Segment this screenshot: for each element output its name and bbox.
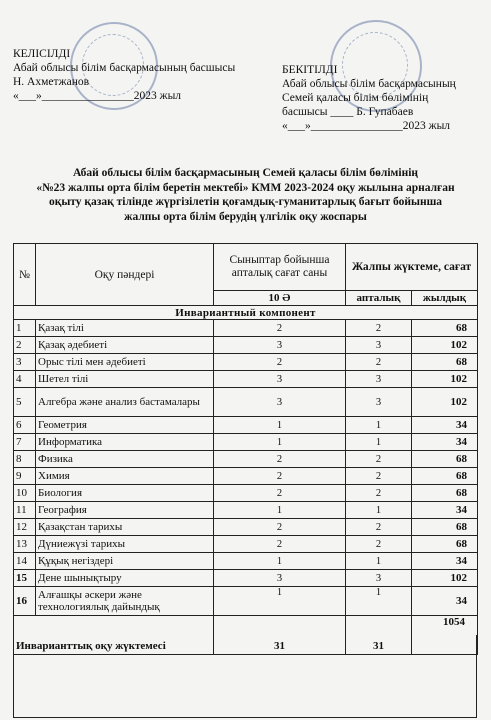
approval-left-name: Н. Ахметжанов (13, 76, 90, 88)
class-hours: 1 (214, 502, 346, 519)
subject-name: Алғашқы әскери және технологиялық дайындық (36, 587, 214, 616)
section-invariant: Инвариантный компонент (14, 306, 478, 320)
row-number: 7 (14, 434, 36, 451)
subject-name: Алгебра және анализ бастамалары (36, 388, 214, 417)
header-class: 10 Ә (214, 291, 346, 306)
subject-name: Химия (36, 468, 214, 485)
subject-name: Қазақстан тарихы (36, 519, 214, 536)
row-number: 11 (14, 502, 36, 519)
approval-right-department: Семей қаласы білім бөлімінің (282, 92, 429, 104)
weekly-hours: 1 (346, 434, 412, 451)
table-row (14, 417, 478, 434)
yearly-hours: 34 (412, 587, 478, 616)
header-weekly-hours: Сыныптар бойынша апталық сағат саны (214, 244, 346, 291)
row-number: 13 (14, 536, 36, 553)
title-line-4: жалпы орта білім берудің үлгілік оқу жоспары (124, 210, 367, 223)
class-hours: 1 (214, 417, 346, 434)
header-subjects: Оқу пәндері (36, 244, 214, 306)
approval-left-date: «___»________________2023 жыл (13, 90, 182, 102)
row-number: 3 (14, 354, 36, 371)
subject-name: Қазақ әдебиеті (36, 337, 214, 354)
yearly-hours: 34 (412, 502, 478, 519)
row-number: 10 (14, 485, 36, 502)
subject-name: Дүниежүзі тарихы (36, 536, 214, 553)
class-hours: 2 (214, 320, 346, 337)
yearly-hours: 68 (412, 354, 478, 371)
approval-left-title: КЕЛІСІЛДІ (13, 48, 71, 60)
table-blank-area (13, 635, 477, 718)
yearly-hours: 102 (412, 388, 478, 417)
yearly-hours: 34 (412, 434, 478, 451)
table-row (14, 502, 478, 519)
yearly-hours: 68 (412, 536, 478, 553)
row-number: 2 (14, 337, 36, 354)
weekly-hours: 1 (346, 587, 412, 616)
subject-name: Информатика (36, 434, 214, 451)
row-number: 8 (14, 451, 36, 468)
header-yearly: жылдық (412, 291, 478, 306)
table-row (14, 388, 478, 417)
yearly-hours: 102 (412, 371, 478, 388)
yearly-hours: 68 (412, 468, 478, 485)
table-row (14, 434, 478, 451)
row-number: 4 (14, 371, 36, 388)
yearly-hours: 68 (412, 519, 478, 536)
approval-right-date: «___»________________2023 жыл (282, 120, 451, 132)
table-row (14, 354, 478, 371)
total-weekly-hours: 31 (346, 616, 412, 655)
weekly-hours: 2 (346, 485, 412, 502)
table-row (14, 371, 478, 388)
class-hours: 2 (214, 485, 346, 502)
row-number: 6 (14, 417, 36, 434)
class-hours: 2 (214, 354, 346, 371)
class-hours: 1 (214, 434, 346, 451)
table-row (14, 570, 478, 587)
table-row (14, 320, 478, 337)
weekly-hours: 2 (346, 519, 412, 536)
subject-name: Қазақ тілі (36, 320, 214, 337)
class-hours: 3 (214, 337, 346, 354)
row-number: 12 (14, 519, 36, 536)
weekly-hours: 2 (346, 451, 412, 468)
total-yearly-hours: 1054 (412, 616, 478, 655)
subject-name: Физика (36, 451, 214, 468)
row-number: 1 (14, 320, 36, 337)
subject-name: Биология (36, 485, 214, 502)
yearly-hours: 68 (412, 451, 478, 468)
class-hours: 2 (214, 468, 346, 485)
class-hours: 2 (214, 519, 346, 536)
weekly-hours: 3 (346, 337, 412, 354)
weekly-hours: 3 (346, 570, 412, 587)
yearly-hours: 102 (412, 337, 478, 354)
row-number: 5 (14, 388, 36, 417)
title-line-2: «№23 жалпы орта білім беретін мектебі» КММ 2023-2024 оқу жылына арналған (36, 181, 455, 194)
row-number: 9 (14, 468, 36, 485)
header-total-load: Жалпы жүктеме, сағат (346, 244, 478, 291)
weekly-hours: 1 (346, 417, 412, 434)
weekly-hours: 1 (346, 502, 412, 519)
class-hours: 3 (214, 388, 346, 417)
approval-left (13, 47, 263, 103)
curriculum-table (13, 243, 478, 655)
class-hours: 2 (214, 451, 346, 468)
table-row (14, 485, 478, 502)
row-number: 16 (14, 587, 36, 616)
weekly-hours: 1 (346, 553, 412, 570)
approval-right-position: Абай облысы білім басқармасының (282, 78, 456, 90)
class-hours: 1 (214, 553, 346, 570)
table-row (14, 553, 478, 570)
weekly-hours: 2 (346, 354, 412, 371)
yearly-hours: 34 (412, 553, 478, 570)
yearly-hours: 102 (412, 570, 478, 587)
subject-name: Геометрия (36, 417, 214, 434)
document-title (0, 166, 491, 224)
subject-name: Шетел тілі (36, 371, 214, 388)
weekly-hours: 3 (346, 388, 412, 417)
yearly-hours: 34 (412, 417, 478, 434)
table-row (14, 536, 478, 553)
total-class-hours: 31 (214, 616, 346, 655)
title-line-1: Абай облысы білім басқармасының Семей қаласы білім бөлімінің (72, 167, 419, 179)
subject-name: Орыс тілі мен әдебиеті (36, 354, 214, 371)
row-number: 15 (14, 570, 36, 587)
approval-right (282, 63, 487, 133)
yearly-hours: 68 (412, 485, 478, 502)
weekly-hours: 2 (346, 536, 412, 553)
table-row (14, 519, 478, 536)
approval-right-title: БЕКІТІЛДІ (282, 64, 338, 76)
header-weekly: апталық (346, 291, 412, 306)
table-row (14, 451, 478, 468)
class-hours: 1 (214, 587, 346, 616)
title-line-3: оқыту қазақ тілінде жүргізілетін қоғамдық-гуманитарлық бағыт бойынша (48, 196, 443, 208)
header-number: № (14, 244, 36, 306)
subject-name: География (36, 502, 214, 519)
approval-left-position: Абай облысы білім басқармасының басшысы (13, 62, 236, 74)
yearly-hours: 68 (412, 320, 478, 337)
class-hours: 3 (214, 570, 346, 587)
weekly-hours: 3 (346, 371, 412, 388)
approval-right-name: басшысы ____ Б. Гупабаев (282, 106, 414, 118)
table-row (14, 337, 478, 354)
total-label: Инварианттық оқу жүктемесі (14, 616, 214, 655)
class-hours: 2 (214, 536, 346, 553)
weekly-hours: 2 (346, 468, 412, 485)
weekly-hours: 2 (346, 320, 412, 337)
row-number: 14 (14, 553, 36, 570)
subject-name: Құқық негіздері (36, 553, 214, 570)
table-row (14, 587, 478, 616)
table-row (14, 468, 478, 485)
class-hours: 3 (214, 371, 346, 388)
subject-name: Дене шынықтыру (36, 570, 214, 587)
